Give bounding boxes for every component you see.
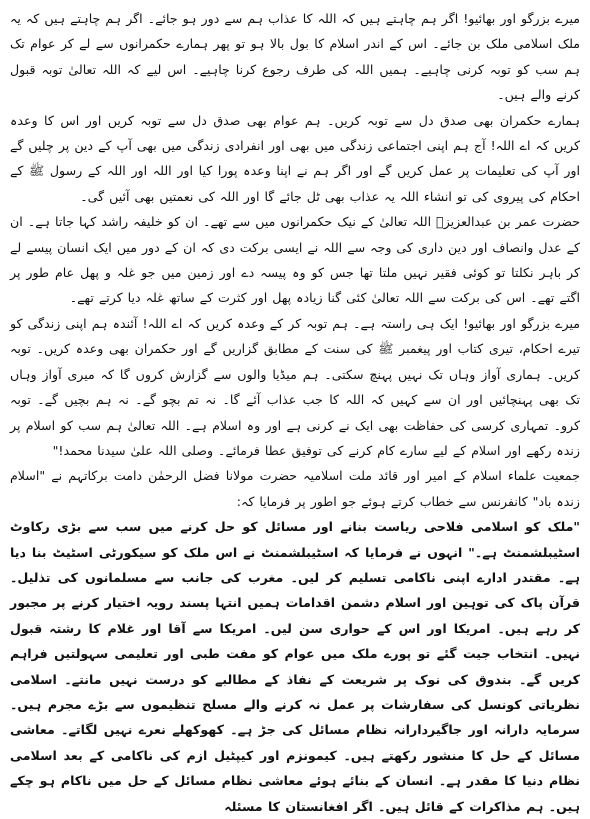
paragraph-umar-bin-abdulaziz: حضرت عمر بن عبدالعزیزؒ اللہ تعالیٰ کے نیک حکمرانوں میں سے تھے۔ ان کو خلیفہ راشد کہا جاتا ہے۔ ان کے عدل وانصاف اور دین داری کی وجہ سے اللہ نے ایسی برکت دی کہ ان کے دور میں ایک انسان پیسے لے کر باہر نکلتا تو کوئی فقیر نہیں ملتا تھا جس کو وہ پیسہ دے اور زمین میں جو غلہ و پھل عام طور پر اگتے تھے۔ اس کی برکت سے اللہ تعالیٰ کئی گنا زیادہ پھل اور کثرت کے ساتھ غلہ دیا کرتے تھے۔ [10,214,580,306]
paragraph-rulers-repent: ہمارے حکمران بھی صدق دل سے توبہ کریں۔ ہم عوام بھی صدق دل سے توبہ کریں اور اس کا وعدہ کریں کہ اے اللہ! آج ہم اپنی اجتماعی زندگی میں بھی اور انفرادی زندگی میں بھی آپ کے دین پر چلیں گے اور آپ کی تعلیمات پر عمل کریں گے اور اگر ہم نے اپنا وعدہ پورا کیا اور اللہ اور اللہ کے رسول ﷺ کے احکام کی پیروی کی تو انشاء اللہ یہ عذاب بھی ٹل جائے گا اور اللہ کی نعمتیں بھی آئیں گی۔ [10,112,580,204]
paragraph-jamiat-intro: جمعیت علماء اسلام کے امیر اور قائد ملت اسلامیہ حضرت مولانا فضل الرحمٰن دامت برکاتہم نے "اسلام زندہ باد" کانفرنس سے خطاب کرتے ہوئے جو اطور پر فرمایا کہ: [10,468,580,509]
paragraph-repentance-appeal: میرے بزرگو اور بھائیو! اگر ہم چاہتے ہیں کہ اللہ کا عذاب ہم سے دور ہو جائے۔ اگر ہم چاہتے ہیں کہ یہ ملک اسلامی ملک بن جائے۔ اس کے اندر اسلام کا بول بالا ہو تو پھر ہمارے حکمرانوں سے لے کر عوام تک ہم سب کو توبہ کرنی چاہیے۔ ہمیں اللہ کی طرف رجوع کرنا چاہیے۔ اس لیے کہ اللہ تعالیٰ توبہ قبول کرنے والے ہیں۔ [10,11,580,103]
paragraph-speech-quote: "ملک کو اسلامی فلاحی ریاست بنانے اور مسائل کو حل کرنے میں سب سے بڑی رکاوٹ اسٹیبلشمنٹ ہے۔" انہوں نے فرمایا کہ اسٹیبلشمنٹ نے اس ملک کو سیکورٹی اسٹیٹ بنا دیا ہے۔ مقتدر ادارے اپنی ناکامی تسلیم کر لیں۔ مغرب کی جانب سے مسلمانوں کی تذلیل۔ قرآن پاک کی توہین اور اسلام دشمن اقدامات ہمیں انتہا پسند رویہ اختیار کرنے پر مجبور کر رہے ہیں۔ امریکا اور اس کے حواری سن لیں۔ امریکا سے آقا اور غلام کا رشتہ قبول نہیں۔ انتخاب جیت گئے تو پورے ملک میں عوام کو مفت طبی اور تعلیمی سہولتیں فراہم کریں گے۔ بندوق کی نوک پر شریعت کے نفاذ کے مطالبے کو درست نہیں مانتے۔ اسلامی نظریاتی کونسل کی سفارشات پر عمل نہ کرنے والے مسلح تنظیموں سے بڑے مجرم ہیں۔ سرمایہ دارانہ اور جاگیردارانہ نظام مسائل کی جڑ ہے۔ کھوکھلے نعرے نہیں لگاتے۔ معاشی مسائل کے حل کا منشور رکھتے ہیں۔ کیمونزم اور کیپٹیل ازم کی ناکامی کے بعد اسلامی نظام دنیا کا مقدر ہے۔ انسان کے بنائے ہوئے معاشی نظام مسائل کے حل میں ناکام ہو چکے ہیں۔ ہم مذاکرات کے قائل ہیں۔ اگر افغانستان کا مسئلہ [10,519,580,814]
paragraph-one-way: میرے بزرگو اور بھائیو! ایک ہی راستہ ہے۔ ہم توبہ کر کے وعدہ کریں کہ اے اللہ! آئندہ ہم اپنی زندگی کو تیرے احکام، تیری کتاب اور پیغمبر ﷺ کی سنت کے مطابق گزاریں گے اور حکمران بھی وعدہ کریں۔ توبہ کریں۔ ہماری آواز وہاں تک نہیں پہنچ سکتی۔ ہم میڈیا والوں سے گزارش کروں گا کہ میری آواز وہاں تک بھی پہنچائیں اور ان سے کہیں کہ اللہ کا جب عذاب آئے گا۔ نہ تم بچو گے۔ نہ ہم بچیں گے۔ توبہ کرو۔ تمہاری کرسی کی حفاظت بھی ایک نے کرنی ہے اور وہ اسلام ہے۔ اللہ تعالیٰ ہم سب کو اسلام پر زندہ رکھے اور اسلام کے لیے سارے کام کرنے کی توفیق عطا فرمائے۔ وصلی اللہ علیٰ سیدنا محمد!" [10,315,580,458]
